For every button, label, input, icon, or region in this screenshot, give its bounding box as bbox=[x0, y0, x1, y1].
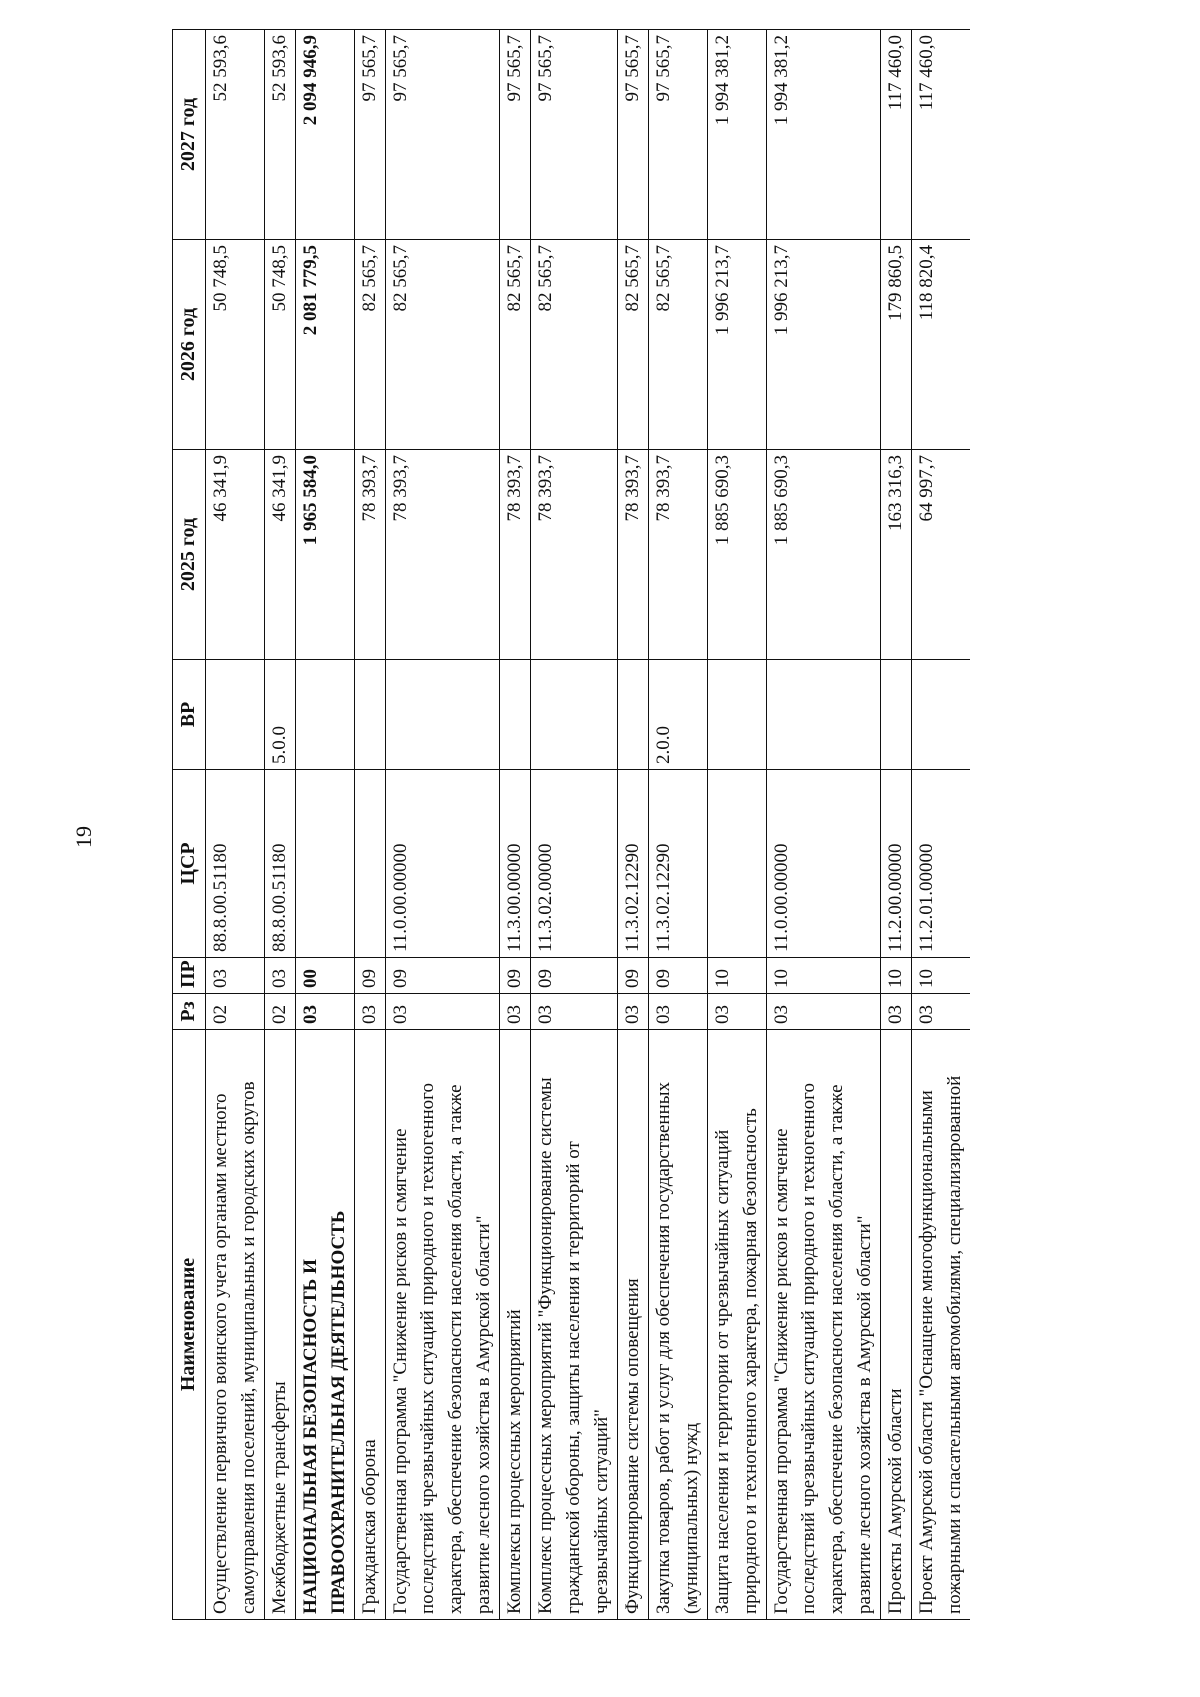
table-row bbox=[912, 30, 970, 1620]
table-row bbox=[500, 30, 531, 1620]
header-2027: 2027 год bbox=[173, 30, 206, 240]
cell-2026: 82 565,7 bbox=[500, 240, 531, 450]
cell-vr bbox=[912, 660, 970, 770]
cell-rz: 03 bbox=[617, 994, 648, 1030]
table-row bbox=[385, 30, 500, 1620]
cell-rz: 03 bbox=[500, 994, 531, 1030]
cell-name: Комплекс процессных мероприятий "Функционирование системы гражданской обороны, защиты населения и территорий от чрезвычайных ситуаций" bbox=[531, 1030, 618, 1620]
cell-name: Функционирование системы оповещения bbox=[617, 1030, 648, 1620]
cell-2026: 82 565,7 bbox=[648, 240, 707, 450]
table-row bbox=[354, 30, 385, 1620]
cell-2026: 1 996 213,7 bbox=[766, 240, 881, 450]
cell-pr: 10 bbox=[881, 958, 912, 994]
cell-2027: 52 593,6 bbox=[206, 30, 265, 240]
cell-csr: 11.2.00.00000 bbox=[881, 770, 912, 958]
cell-pr: 10 bbox=[707, 958, 766, 994]
cell-csr: 11.3.02.00000 bbox=[531, 770, 618, 958]
cell-2026: 179 860,5 bbox=[881, 240, 912, 450]
cell-pr: 10 bbox=[912, 958, 970, 994]
cell-csr: 11.3.02.12290 bbox=[648, 770, 707, 958]
cell-2027: 2 094 946,9 bbox=[295, 30, 354, 240]
cell-csr: 88.8.00.51180 bbox=[264, 770, 295, 958]
header-2025: 2025 год bbox=[173, 450, 206, 660]
cell-csr: 11.3.00.00000 bbox=[500, 770, 531, 958]
cell-2027: 52 593,6 bbox=[264, 30, 295, 240]
table-row bbox=[264, 30, 295, 1620]
header-2026: 2026 год bbox=[173, 240, 206, 450]
cell-vr bbox=[766, 660, 881, 770]
cell-2025: 1 885 690,3 bbox=[707, 450, 766, 660]
cell-csr: 11.3.02.12290 bbox=[617, 770, 648, 958]
cell-2025: 46 341,9 bbox=[206, 450, 265, 660]
cell-2027: 1 994 381,2 bbox=[707, 30, 766, 240]
cell-pr: 09 bbox=[648, 958, 707, 994]
cell-rz: 03 bbox=[648, 994, 707, 1030]
cell-vr bbox=[500, 660, 531, 770]
header-csr: ЦСР bbox=[173, 770, 206, 958]
cell-2025: 78 393,7 bbox=[648, 450, 707, 660]
cell-name: Гражданская оборона bbox=[354, 1030, 385, 1620]
table-row bbox=[766, 30, 881, 1620]
page-number: 19 bbox=[71, 826, 96, 848]
cell-csr bbox=[354, 770, 385, 958]
table-row bbox=[206, 30, 265, 1620]
cell-csr: 11.0.00.00000 bbox=[766, 770, 881, 958]
cell-csr bbox=[295, 770, 354, 958]
table-row bbox=[881, 30, 912, 1620]
cell-2027: 97 565,7 bbox=[385, 30, 500, 240]
cell-2026: 82 565,7 bbox=[617, 240, 648, 450]
table-row bbox=[295, 30, 354, 1620]
cell-name: Комплексы процессных мероприятий bbox=[500, 1030, 531, 1620]
cell-rz: 03 bbox=[385, 994, 500, 1030]
header-name: Наименование bbox=[173, 1030, 206, 1620]
cell-2027: 117 460,0 bbox=[881, 30, 912, 240]
cell-csr: 11.2.01.00000 bbox=[912, 770, 970, 958]
cell-2025: 78 393,7 bbox=[531, 450, 618, 660]
cell-rz: 03 bbox=[912, 994, 970, 1030]
cell-2026: 50 748,5 bbox=[206, 240, 265, 450]
cell-pr: 03 bbox=[264, 958, 295, 994]
table-row bbox=[648, 30, 707, 1620]
table-row bbox=[707, 30, 766, 1620]
cell-pr: 09 bbox=[385, 958, 500, 994]
header-pr: ПР bbox=[173, 958, 206, 994]
cell-rz: 02 bbox=[206, 994, 265, 1030]
cell-2025: 78 393,7 bbox=[354, 450, 385, 660]
cell-rz: 03 bbox=[295, 994, 354, 1030]
cell-vr bbox=[385, 660, 500, 770]
cell-rz: 03 bbox=[707, 994, 766, 1030]
cell-vr bbox=[707, 660, 766, 770]
cell-name: НАЦИОНАЛЬНАЯ БЕЗОПАСНОСТЬ И ПРАВООХРАНИТЕЛЬНАЯ ДЕЯТЕЛЬНОСТЬ bbox=[295, 1030, 354, 1620]
cell-vr bbox=[206, 660, 265, 770]
cell-2026: 82 565,7 bbox=[531, 240, 618, 450]
cell-2027: 117 460,0 bbox=[912, 30, 970, 240]
cell-2026: 118 820,4 bbox=[912, 240, 970, 450]
cell-name: Проекты Амурской области bbox=[881, 1030, 912, 1620]
cell-2025: 64 997,7 bbox=[912, 450, 970, 660]
header-rz: Рз bbox=[173, 994, 206, 1030]
cell-2027: 97 565,7 bbox=[648, 30, 707, 240]
cell-csr: 11.0.00.00000 bbox=[385, 770, 500, 958]
table-row bbox=[617, 30, 648, 1620]
cell-2027: 97 565,7 bbox=[354, 30, 385, 240]
cell-2025: 1 965 584,0 bbox=[295, 450, 354, 660]
cell-2025: 78 393,7 bbox=[617, 450, 648, 660]
cell-name: Государственная программа "Снижение рисков и смягчение последствий чрезвычайных ситуаций природного и техногенного характера, обеспечение безопасности населения области, а также развитие лесного хозяйства в Амурской области" bbox=[385, 1030, 500, 1620]
cell-pr: 09 bbox=[500, 958, 531, 994]
cell-2026: 50 748,5 bbox=[264, 240, 295, 450]
table-body bbox=[206, 30, 970, 1620]
budget-table bbox=[172, 29, 970, 1620]
cell-vr bbox=[354, 660, 385, 770]
cell-pr: 10 bbox=[766, 958, 881, 994]
cell-2025: 78 393,7 bbox=[500, 450, 531, 660]
cell-vr bbox=[531, 660, 618, 770]
cell-2026: 1 996 213,7 bbox=[707, 240, 766, 450]
cell-2027: 1 994 381,2 bbox=[766, 30, 881, 240]
table-row bbox=[531, 30, 618, 1620]
cell-csr bbox=[707, 770, 766, 958]
cell-2026: 2 081 779,5 bbox=[295, 240, 354, 450]
cell-2025: 163 316,3 bbox=[881, 450, 912, 660]
cell-vr bbox=[295, 660, 354, 770]
cell-2025: 78 393,7 bbox=[385, 450, 500, 660]
cell-2027: 97 565,7 bbox=[531, 30, 618, 240]
cell-pr: 09 bbox=[354, 958, 385, 994]
cell-vr: 2.0.0 bbox=[648, 660, 707, 770]
cell-vr: 5.0.0 bbox=[264, 660, 295, 770]
cell-csr: 88.8.00.51180 bbox=[206, 770, 265, 958]
cell-name: Проект Амурской области "Оснащение многофункциональными пожарными и спасательными автомобилями, специализированной bbox=[912, 1030, 970, 1620]
cell-2025: 1 885 690,3 bbox=[766, 450, 881, 660]
cell-pr: 03 bbox=[206, 958, 265, 994]
cell-2026: 82 565,7 bbox=[354, 240, 385, 450]
header-vr: ВР bbox=[173, 660, 206, 770]
cell-name: Осуществление первичного воинского учета органами местного самоуправления поселений, муниципальных и городских округов bbox=[206, 1030, 265, 1620]
cell-pr: 09 bbox=[531, 958, 618, 994]
cell-2027: 97 565,7 bbox=[617, 30, 648, 240]
cell-2027: 97 565,7 bbox=[500, 30, 531, 240]
cell-rz: 03 bbox=[766, 994, 881, 1030]
cell-rz: 02 bbox=[264, 994, 295, 1030]
cell-vr bbox=[617, 660, 648, 770]
cell-2026: 82 565,7 bbox=[385, 240, 500, 450]
table-header-row bbox=[173, 30, 206, 1620]
cell-name: Межбюджетные трансферты bbox=[264, 1030, 295, 1620]
cell-rz: 03 bbox=[881, 994, 912, 1030]
cell-name: Закупка товаров, работ и услуг для обеспечения государственных (муниципальных) нужд bbox=[648, 1030, 707, 1620]
cell-name: Государственная программа "Снижение рисков и смягчение последствий чрезвычайных ситуаций природного и техногенного характера, обеспечение безопасности населения области, а также развитие лесного хозяйства в Амурской области" bbox=[766, 1030, 881, 1620]
cell-rz: 03 bbox=[531, 994, 618, 1030]
cell-pr: 09 bbox=[617, 958, 648, 994]
cell-2025: 46 341,9 bbox=[264, 450, 295, 660]
cell-pr: 00 bbox=[295, 958, 354, 994]
cell-rz: 03 bbox=[354, 994, 385, 1030]
rotated-page-content bbox=[172, 35, 1062, 1620]
cell-name: Защита населения и территории от чрезвычайных ситуаций природного и техногенного характера, пожарная безопасность bbox=[707, 1030, 766, 1620]
cell-vr bbox=[881, 660, 912, 770]
